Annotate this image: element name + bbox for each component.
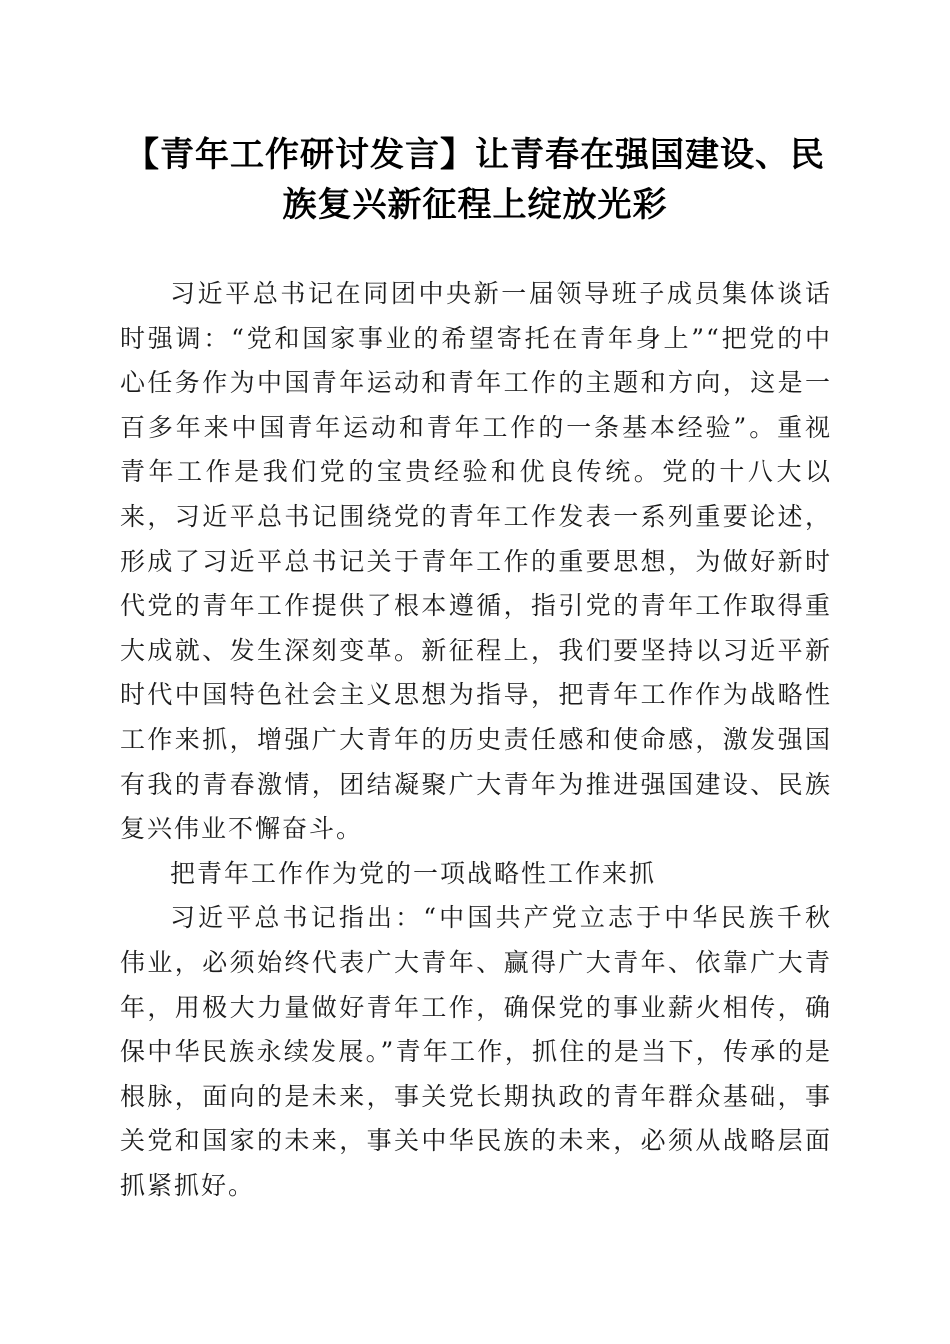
document-title bbox=[100, 130, 850, 230]
paragraph-section-1: 习近平总书记指出：“中国共产党立志于中华民族千秋伟业，必须始终代表广大青年、赢得广大青年、依靠广大青年，用极大力量做好青年工作，确保党的事业薪火相传，确保中华民族永续发展。”青年工作，抓住的是当下，传承的是根脉，面向的是未来，事关党长期执政的青年群众基础，事关党和国家的未来，事关中华民族的未来，必须从战略层面抓紧抓好。 bbox=[120, 903, 832, 1200]
title-line-1: 【青年工作研讨发言】让青春在强国建设、民 bbox=[125, 135, 825, 175]
paragraph-intro: 习近平总书记在同团中央新一届领导班子成员集体谈话时强调：“党和国家事业的希望寄托在青年身上”“把党的中心任务作为中国青年运动和青年工作的主题和方向，这是一百多年来中国青年运动和青年工作的一条基本经验”。重视青年工作是我们党的宝贵经验和优良传统。党的十八大以来，习近平总书记围绕党的青年工作发表一系列重要论述，形成了习近平总书记关于青年工作的重要思想，为做好新时代党的青年工作提供了根本遵循，指引党的青年工作取得重大成就、发生深刻变革。新征程上，我们要坚持以习近平新时代中国特色社会主义思想为指导，把青年工作作为战略性工作来抓，增强广大青年的历史责任感和使命感，激发强国有我的青春激情，团结凝聚广大青年为推进强国建设、民族复兴伟业不懈奋斗。 bbox=[120, 279, 832, 844]
document-body bbox=[120, 272, 832, 1208]
title-line-2: 族复兴新征程上绽放光彩 bbox=[282, 185, 668, 225]
section-heading: 把青年工作作为党的一项战略性工作来抓 bbox=[170, 858, 657, 888]
